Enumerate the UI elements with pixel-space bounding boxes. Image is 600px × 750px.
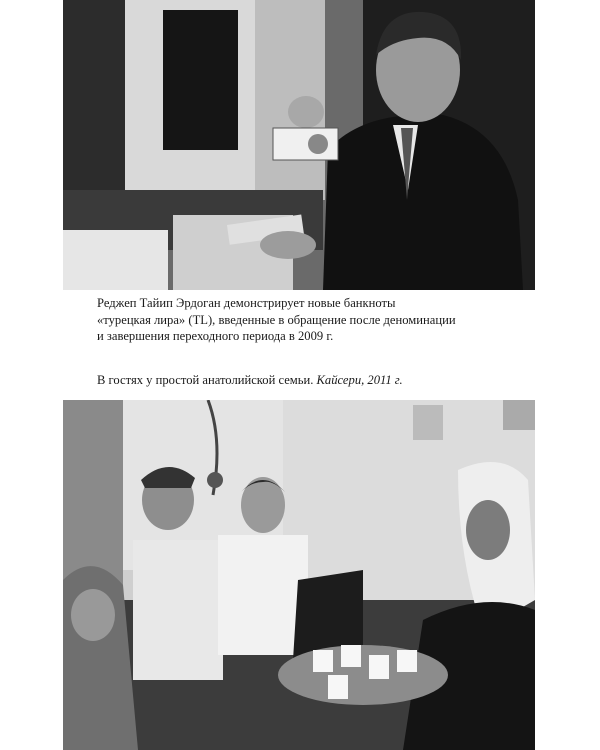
- caption-banknotes: [97, 295, 487, 345]
- photo-top-illustration: [63, 0, 535, 290]
- photo-banknote-demonstration: [63, 0, 535, 290]
- caption-top-line-2: «турецкая лира» (TL), введенные в обращение после деноминации: [97, 312, 456, 327]
- caption-bottom-place: Кайсери, 2011 г.: [316, 373, 403, 387]
- photo-bottom-illustration: [63, 400, 535, 750]
- caption-top-line-3: и завершения переходного периода в 2009 г.: [97, 329, 334, 343]
- caption-top-line-1: Реджеп Тайип Эрдоган демонстрирует новые банкноты: [97, 296, 396, 310]
- caption-family-visit: [97, 372, 517, 389]
- photo-anatolian-family: [63, 400, 535, 750]
- caption-bottom-text: В гостях у простой анатолийской семьи.: [97, 373, 317, 387]
